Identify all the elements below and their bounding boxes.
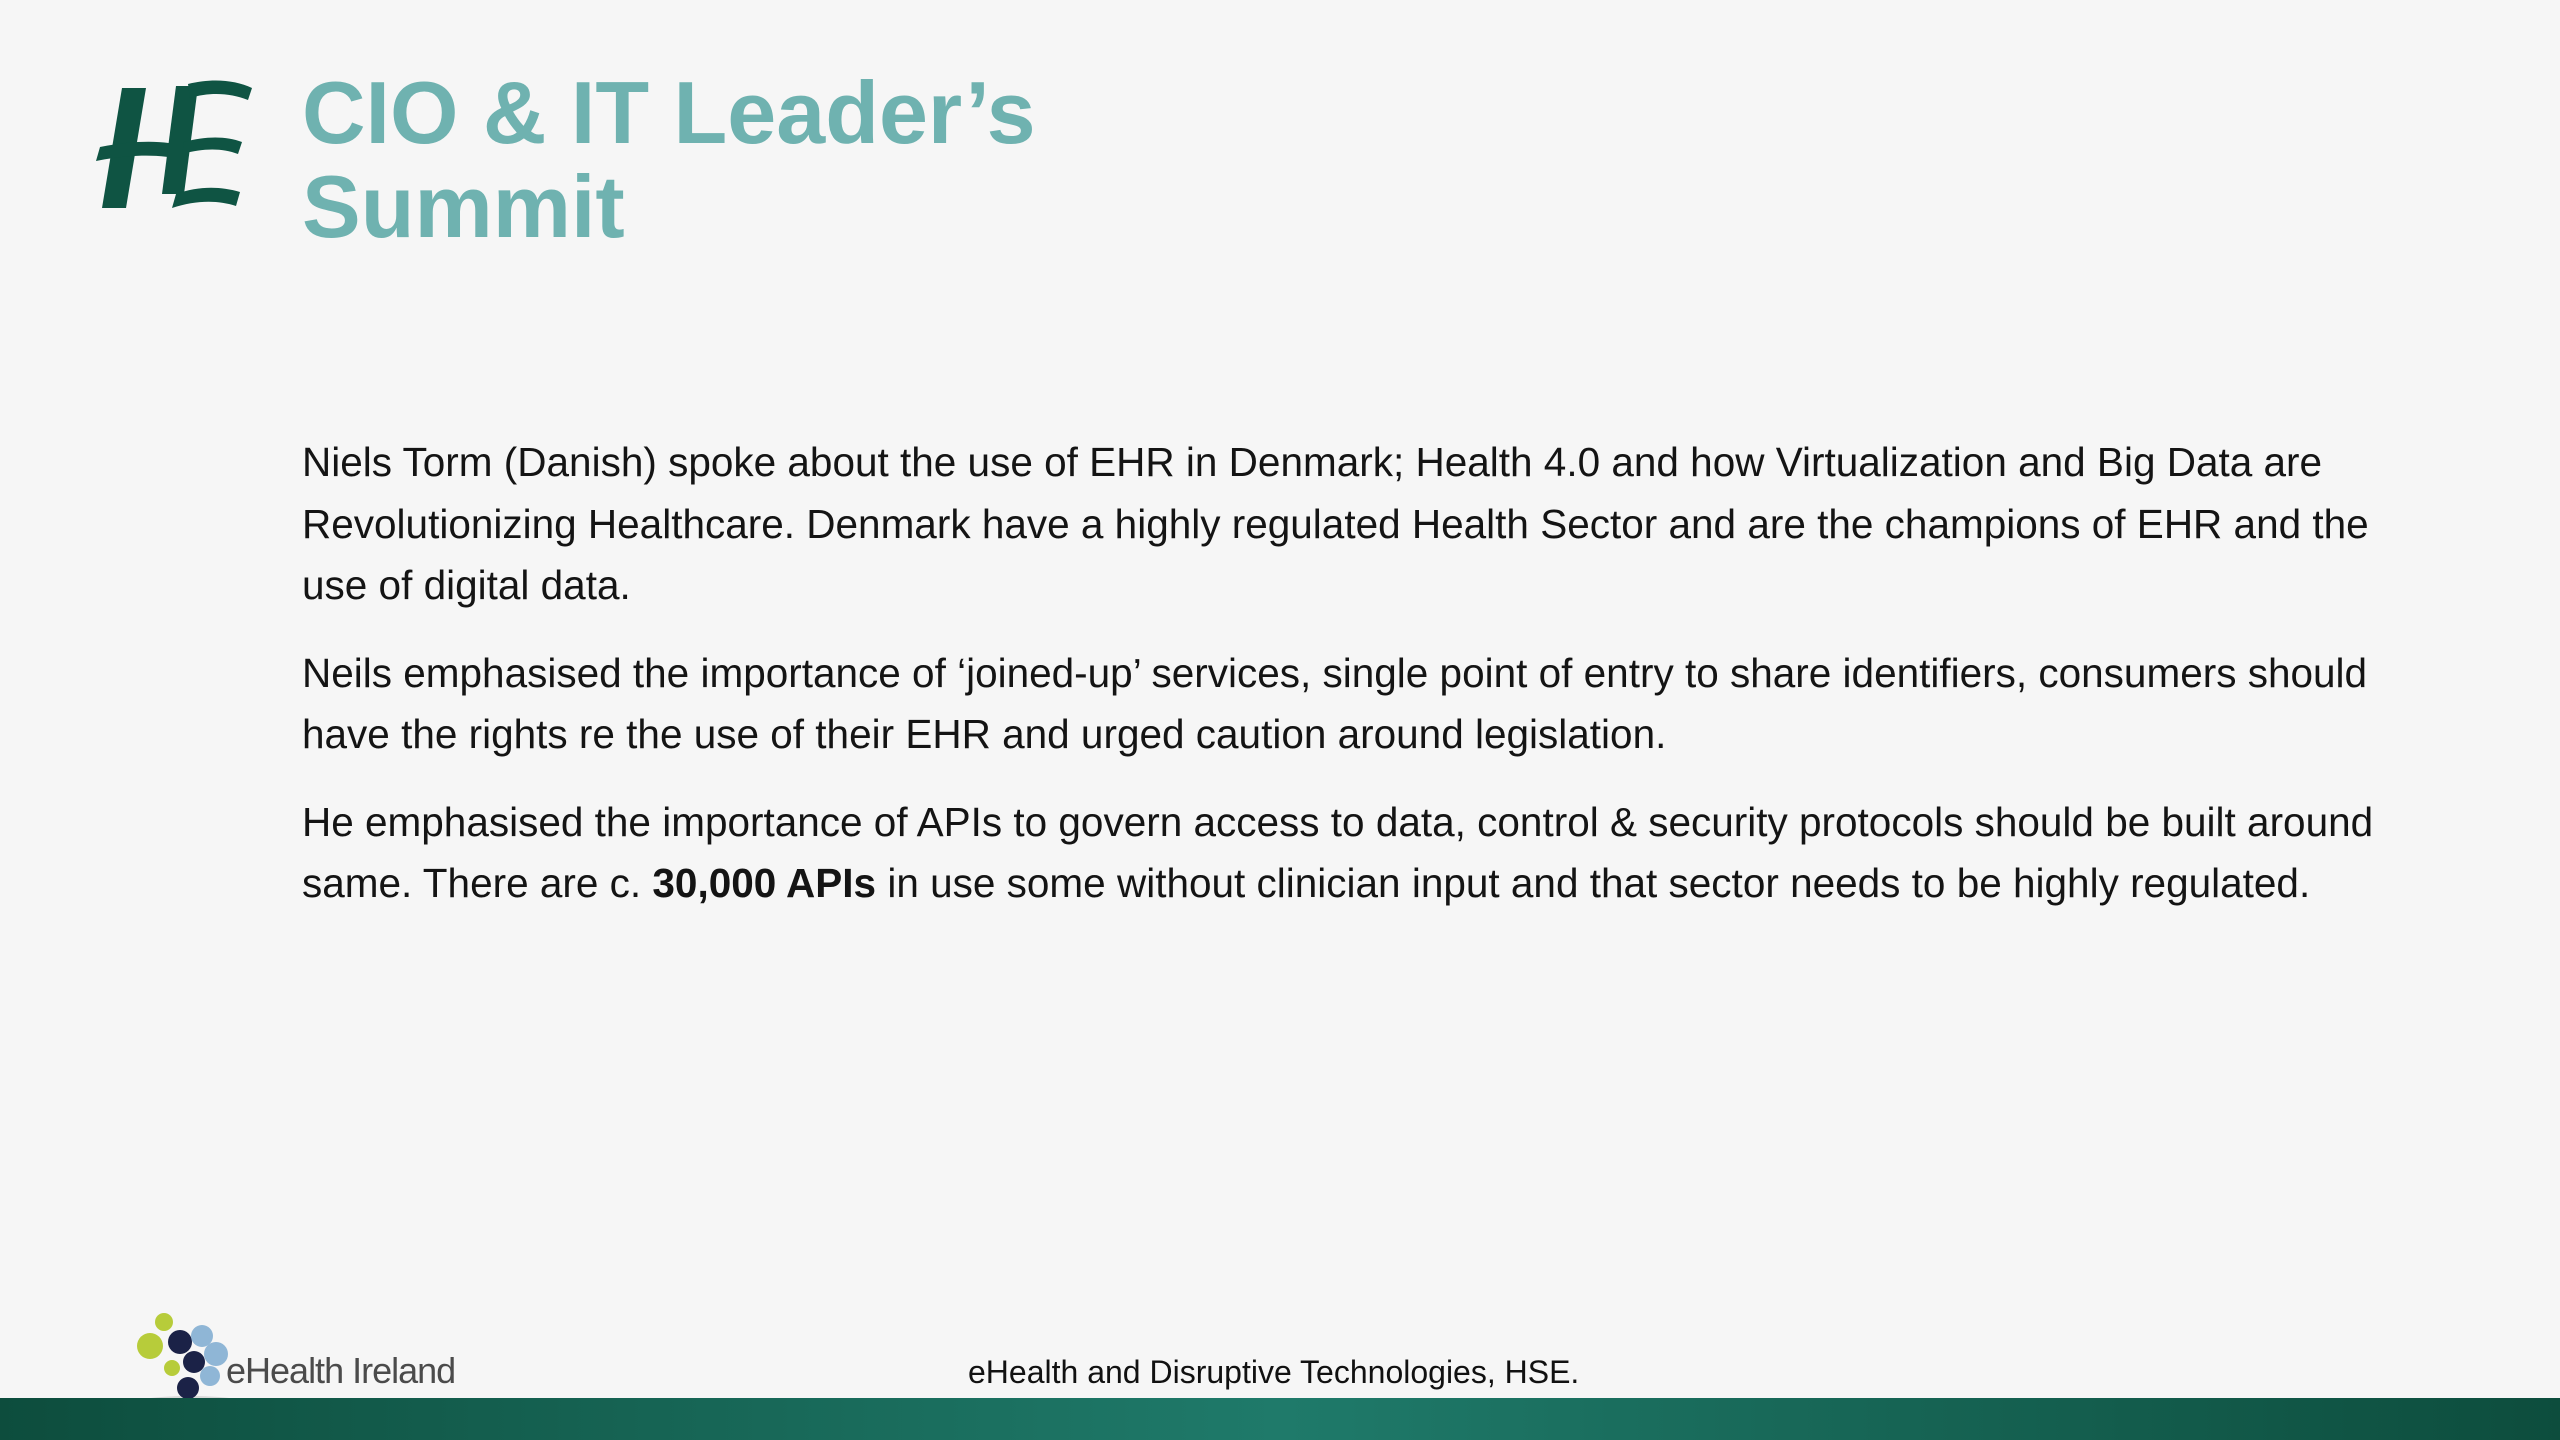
title-line-1: CIO & IT Leader’s: [302, 63, 1036, 162]
paragraph-1: Niels Torm (Danish) spoke about the use of EHR in Denmark; Health 4.0 and how Virtualization and Big Data are Revolutionizing Healthcare. Denmark have a highly regulated Health Sector and are the champions of EHR and the use of digital data.: [302, 439, 2369, 608]
paragraph-3: [302, 792, 2432, 915]
paragraph-2: Neils emphasised the importance of ‘joined-up’ services, single point of entry to share identifiers, consumers should have the rights re the use of their EHR and urged caution around legislation.: [302, 649, 2368, 757]
paragraph-3-start: He emphasised the importance of APIs to govern access to data, control & security protocols should be built around same. There are c.: [302, 798, 2374, 906]
body-text: [302, 432, 2432, 941]
footer-caption: eHealth and Disruptive Technologies, HSE.: [968, 1354, 1580, 1390]
hse-logo: [80, 74, 255, 222]
paragraph-3-end: in use some without clinician input and that sector needs to be highly regulated.: [876, 860, 2311, 906]
page-title: [302, 63, 1036, 256]
footer-band: [0, 1398, 2560, 1440]
api-count-highlight: 30,000 APIs: [652, 860, 877, 906]
ehealth-ireland-logo: [132, 1312, 472, 1412]
title-line-2: Summit: [302, 157, 625, 256]
ehealth-brand-name: eHealth Ireland: [226, 1350, 456, 1391]
